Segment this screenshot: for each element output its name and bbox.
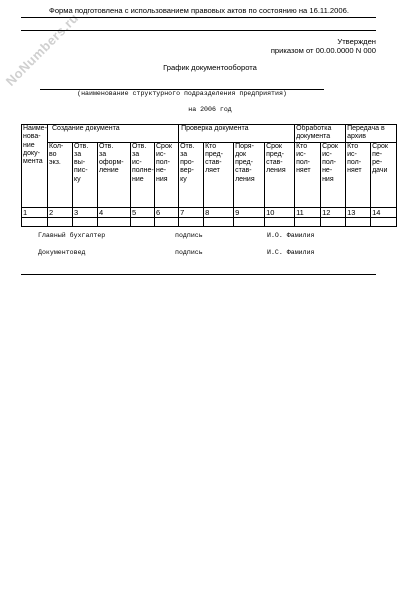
subheader-cell: Срок ис- пол- не- ния — [321, 142, 346, 207]
watermark: NoNumbers.ru — [2, 10, 82, 89]
subheader-cell: Отв. за про- вер- ку — [179, 142, 204, 207]
column-number: 12 — [321, 207, 346, 217]
column-number: 3 — [73, 207, 98, 217]
signature-name-2: И.С. Фамилия — [267, 249, 315, 256]
table-cell — [295, 217, 321, 226]
signature-sign-1: подпись — [175, 232, 203, 239]
table-cell — [48, 217, 73, 226]
document-title: График документооборота — [163, 63, 257, 72]
table-cell — [179, 217, 204, 226]
subheader-cell: Кто ис- пол- няет — [346, 142, 371, 207]
column-number: 1 — [22, 207, 48, 217]
column-number: 5 — [131, 207, 155, 217]
unit-name-caption: (наименование структурного подразделения предприятия) — [77, 90, 287, 97]
table-row — [22, 217, 397, 226]
top-rule — [21, 17, 376, 18]
signature-role-1: Главный бухгалтер — [38, 232, 106, 239]
subheader-cell: Кто пред- став- ляет — [204, 142, 234, 207]
signature-role-2: Документовед — [38, 249, 86, 256]
subheader-cell: Кол- во экз. — [48, 142, 73, 207]
table-cell — [234, 217, 265, 226]
bottom-rule — [21, 274, 376, 275]
subheader-cell: Срок пе- ре- дачи — [371, 142, 397, 207]
header-group-processing: Обработка документа — [295, 125, 346, 143]
column-number: 7 — [179, 207, 204, 217]
column-number: 13 — [346, 207, 371, 217]
table-cell — [371, 217, 397, 226]
table-cell — [131, 217, 155, 226]
year-line: на 2006 год — [188, 106, 232, 113]
subheader-cell: Отв. за ис- полне- ние — [131, 142, 155, 207]
table-cell — [98, 217, 131, 226]
table-header-row-2 — [22, 142, 397, 207]
column-number: 9 — [234, 207, 265, 217]
header-document-name: Наиме- нова- ние доку- мента — [22, 125, 48, 208]
table-cell — [321, 217, 346, 226]
column-number: 14 — [371, 207, 397, 217]
form-note: Форма подготовлена с использованием правовых актов по состоянию на 16.11.2006. — [49, 6, 349, 15]
subheader-cell: Отв. за вы- пис- ку — [73, 142, 98, 207]
table-cell — [155, 217, 179, 226]
signature-sign-2: подпись — [175, 249, 203, 256]
table-cell — [22, 217, 48, 226]
signature-name-1: И.О. Фамилия — [267, 232, 315, 239]
column-number: 11 — [295, 207, 321, 217]
header-group-creation: Создание документа — [48, 125, 179, 143]
table-cell — [346, 217, 371, 226]
column-number: 8 — [204, 207, 234, 217]
header-group-archive: Передача в архив — [346, 125, 397, 143]
subheader-cell: Срок пред- став- ления — [265, 142, 295, 207]
column-number: 4 — [98, 207, 131, 217]
form-note-underline — [21, 30, 376, 31]
table-header-row-1 — [22, 125, 397, 143]
approval-line-1: Утвержден — [337, 37, 376, 46]
table-cell — [73, 217, 98, 226]
approval-line-2: приказом от 00.00.0000 N 000 — [270, 46, 376, 55]
subheader-cell: Кто ис- пол- няет — [295, 142, 321, 207]
column-number: 6 — [155, 207, 179, 217]
header-group-check: Проверка документа — [179, 125, 295, 143]
subheader-cell: Отв. за оформ- ление — [98, 142, 131, 207]
table-cell — [204, 217, 234, 226]
column-number: 2 — [48, 207, 73, 217]
subheader-cell: Поря- док пред- став- ления — [234, 142, 265, 207]
document-flow-table — [21, 124, 397, 227]
subheader-cell: Срок ис- пол- не- ния — [155, 142, 179, 207]
column-number-row — [22, 207, 397, 217]
column-number: 10 — [265, 207, 295, 217]
table-cell — [265, 217, 295, 226]
